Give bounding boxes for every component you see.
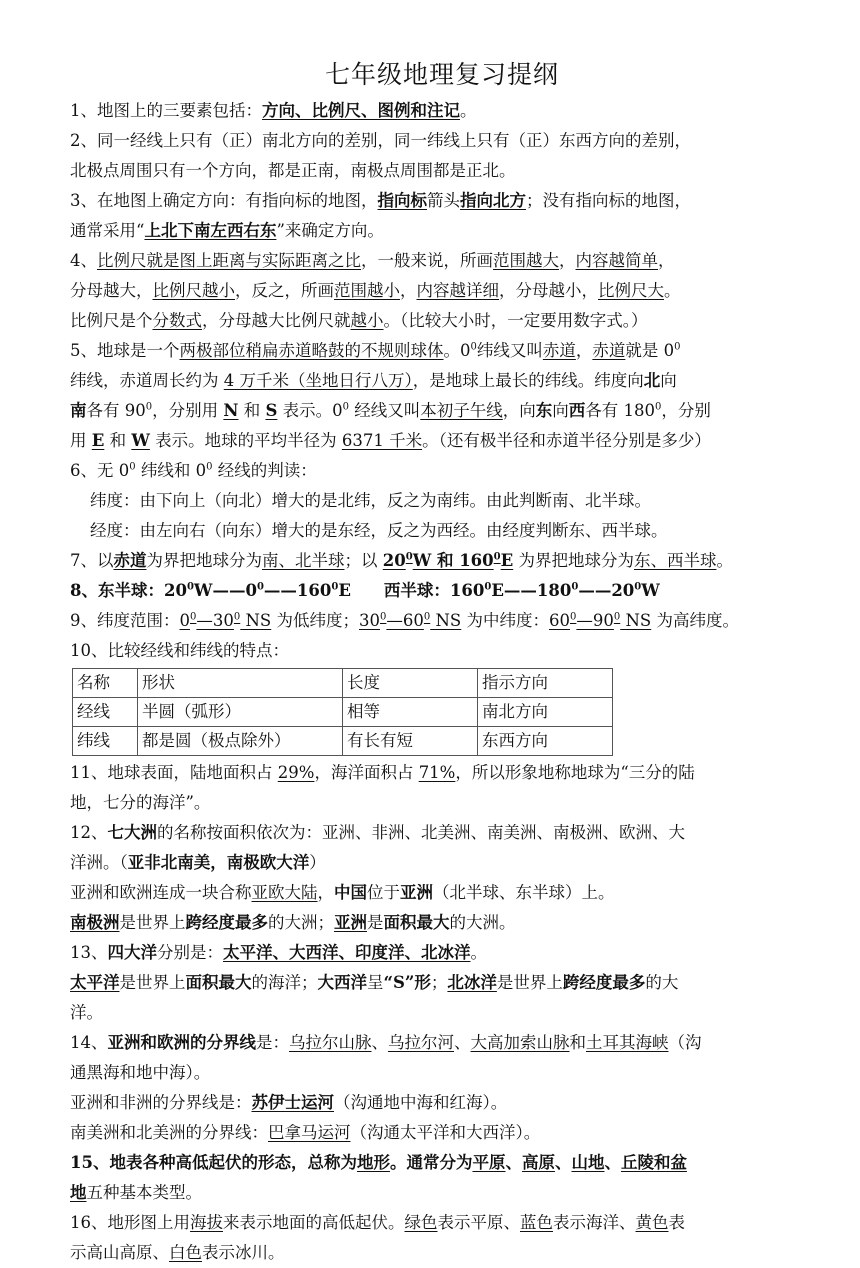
text-segment: ； (430, 973, 448, 992)
text-segment: 0 (179, 611, 190, 630)
text-segment: 5、地球是一个 (70, 341, 180, 360)
superscript-text: 0 (405, 551, 413, 563)
text-segment: 亚洲和欧洲连成一块合称 (70, 883, 252, 902)
text-segment: 、 (371, 1033, 388, 1052)
text-segment: ， (575, 341, 593, 360)
text-segment: 太平洋 (70, 973, 120, 992)
text-segment: 位于 (367, 883, 400, 902)
text-segment: 的海洋； (251, 973, 318, 992)
table-cell: 纬线 (73, 727, 138, 756)
text-segment: 纬线又叫 (476, 341, 543, 360)
text-segment: 71% (418, 763, 456, 782)
text-segment: 表示冰川。 (202, 1243, 285, 1262)
text-segment: 6371 千米 (341, 431, 423, 450)
text-segment: 。 (460, 101, 477, 120)
text-segment: 和 (104, 431, 132, 450)
text-segment: 4 万千米（坐地日行八万） (223, 371, 413, 390)
text-line (70, 126, 814, 156)
text-segment: 越小 (350, 311, 384, 330)
text-segment: 亚非北南美，南极欧大洋 (127, 853, 310, 872)
text-segment: 是世界上 (119, 973, 186, 992)
text-segment: 分别是： (157, 943, 223, 962)
text-segment: ，分母越大比例尺就 (202, 311, 351, 330)
text-segment: E——180 (491, 581, 572, 600)
text-segment: ——160 (263, 581, 332, 600)
text-segment: ） (309, 853, 326, 872)
text-segment: （沟 (668, 1033, 702, 1052)
superscript-text: 0 (423, 611, 431, 623)
text-line (70, 1238, 814, 1268)
text-segment: 分数式 (152, 311, 202, 330)
document-title: 七年级地理复习提纲 (324, 60, 559, 89)
text-segment: 经度：由左向右（向东）增大的是东经，反之为西经。由经度判断东、西半球。 (90, 521, 668, 540)
text-line (70, 396, 814, 426)
text-segment: 2、同一经线上只有（正）南北方向的差别，同一纬线上只有（正）东西方向的差别， (70, 131, 691, 150)
text-line (70, 1088, 814, 1118)
table-cell: 经线 (73, 698, 138, 727)
text-segment: ”来确定方向。 (276, 221, 384, 240)
superscript-text: 0 (380, 611, 387, 623)
text-segment: 赤道 (113, 551, 147, 570)
text-segment: W (641, 581, 660, 600)
text-segment: 20 (382, 551, 406, 570)
text-segment: 范围越小 (334, 281, 400, 300)
text-segment: 表示。地球的平均半径为 (149, 431, 342, 450)
text-segment: W 和 160 (412, 551, 494, 570)
table-cell: 半圆（弧形） (138, 698, 343, 727)
outline-section-11-16 (70, 758, 814, 1268)
text-segment: 。 (664, 281, 681, 300)
text-segment: 的大洲； (268, 913, 334, 932)
text-segment: NS (240, 611, 272, 630)
text-segment: 经线的判读： (212, 461, 317, 480)
text-segment: ， (317, 883, 334, 902)
text-segment: 15、地表各种高低起伏的形态，总称为 (70, 1153, 357, 1172)
text-line (70, 758, 814, 788)
text-segment: 11、地球表面，陆地面积占 (70, 763, 278, 782)
text-segment: 纬线和 0 (135, 461, 207, 480)
text-segment: 两极部位稍扁赤道略鼓的不规则球体 (179, 341, 444, 360)
text-segment: 平原 (472, 1153, 506, 1172)
text-segment: 、 (604, 1153, 621, 1172)
text-line (70, 276, 814, 306)
superscript-text: 0 (571, 581, 579, 593)
text-segment: 6、无 0 (70, 461, 130, 480)
text-segment: 绿色 (404, 1213, 438, 1232)
text-line (70, 456, 814, 486)
text-segment: 西 (568, 401, 586, 420)
text-segment: 为界把地球分为 (513, 551, 634, 570)
text-segment: 南 (70, 401, 87, 420)
text-segment: 白色 (169, 1243, 202, 1262)
text-segment: （沟通地中海和红海）。 (334, 1093, 508, 1112)
text-segment: 。（比较大小时，一定要用数字式。） (383, 311, 648, 330)
text-segment: 蓝色 (520, 1213, 553, 1232)
superscript-text: 0 (613, 611, 621, 623)
text-segment: （沟通太平洋和大西洋）。 (350, 1123, 541, 1142)
text-segment: 分母越大， (70, 281, 153, 300)
text-line (70, 968, 814, 998)
text-segment: 跨经度最多 (185, 913, 268, 932)
table-cell: 东西方向 (478, 727, 613, 756)
text-segment: ， (658, 251, 675, 270)
text-line (70, 246, 814, 276)
superscript-text: 0 (206, 461, 213, 473)
superscript-text: 0 (129, 461, 136, 473)
text-segment: 土耳其海峡 (586, 1033, 669, 1052)
text-segment: 表示。0 (277, 401, 343, 420)
text-segment: 箭头 (427, 191, 460, 210)
text-segment: 13、 (70, 943, 108, 962)
text-segment: 表示平原、 (437, 1213, 520, 1232)
text-line (70, 878, 814, 908)
text-segment: 纬线，赤道周长约为 (70, 371, 224, 390)
text-line (70, 186, 814, 216)
text-line (70, 788, 814, 818)
text-segment: ， (559, 251, 576, 270)
text-segment: —90 (576, 611, 614, 630)
text-segment: ；以 (344, 551, 383, 570)
superscript-text: 0 (674, 341, 681, 353)
text-segment: ，反之，所画 (235, 281, 334, 300)
text-segment: 比例尺就是图上距离与实际距离之比 (97, 251, 361, 270)
text-segment: ，分别 (661, 401, 711, 420)
text-line (70, 1178, 814, 1208)
text-segment: E (500, 551, 514, 570)
text-segment: 。 (470, 943, 487, 962)
text-segment: ，一般来说，所画 (361, 251, 493, 270)
text-segment: 、 (505, 1153, 522, 1172)
text-segment: 7、以 (70, 551, 114, 570)
text-segment: —60 (386, 611, 424, 630)
text-segment: 29% (277, 763, 315, 782)
text-segment: —30 (196, 611, 234, 630)
text-segment: 和 (569, 1033, 586, 1052)
text-segment: 巴拿马运河 (268, 1123, 351, 1142)
text-segment: 10、比较经线和纬线的特点： (70, 641, 289, 660)
text-segment: 大高加索山脉 (470, 1033, 570, 1052)
text-segment: ，海洋面积占 (314, 763, 419, 782)
text-segment: 是： (256, 1033, 289, 1052)
meridian-parallel-comparison-table (72, 668, 613, 756)
text-segment: 比例尺是个 (70, 311, 153, 330)
text-segment: 比例尺大 (598, 281, 664, 300)
table-row (73, 698, 613, 727)
text-line (70, 366, 814, 396)
text-segment: 指向北方 (460, 191, 526, 210)
text-segment: 面积最大 (185, 973, 252, 992)
table-row (73, 727, 613, 756)
text-segment: 亚欧大陆 (251, 883, 318, 902)
text-segment: N (223, 401, 239, 420)
text-line (70, 1118, 814, 1148)
text-segment: ；没有指向标的地图， (526, 191, 691, 210)
table-header-cell: 形状 (138, 669, 343, 698)
text-line (70, 336, 814, 366)
text-segment: 来表示地面的高低起伏。 (223, 1213, 405, 1232)
text-segment: 东 (535, 401, 553, 420)
text-segment: 就是 0 (625, 341, 675, 360)
text-line (70, 516, 814, 546)
text-segment: 是 (367, 913, 384, 932)
text-segment: 各有 180 (585, 401, 656, 420)
text-line (70, 576, 814, 606)
text-segment: 内容越简单 (575, 251, 658, 270)
text-line (70, 818, 814, 848)
text-line (70, 636, 814, 666)
text-segment: 亚洲 (334, 913, 367, 932)
text-segment: 为高纬度。 (651, 611, 739, 630)
text-segment: 9、纬度范围： (70, 611, 180, 630)
text-segment: 跨经度最多 (562, 973, 646, 992)
text-segment: 中国 (334, 883, 367, 902)
text-segment: 。通常分为 (389, 1153, 473, 1172)
table-cell: 相等 (343, 698, 478, 727)
text-segment: 通黑海和地中海）。 (70, 1063, 211, 1082)
text-segment: 洋。 (70, 1003, 103, 1022)
text-segment: 8、东半球：20 (70, 581, 187, 600)
text-segment: 各有 90 (86, 401, 146, 420)
superscript-text: 0 (634, 581, 642, 593)
text-segment: 3、在地图上确定方向：有指向标的地图， (70, 191, 378, 210)
text-segment: 向 (660, 371, 677, 390)
superscript-text: 0 (145, 401, 153, 413)
text-segment: 赤道 (592, 341, 626, 360)
text-segment: 和 (238, 401, 266, 420)
text-line (70, 1148, 814, 1178)
text-segment: 表示海洋、 (553, 1213, 636, 1232)
text-segment: 14、 (70, 1033, 108, 1052)
text-segment: 的大 (645, 973, 679, 992)
text-segment: 、 (554, 1153, 572, 1172)
superscript-text: 0 (331, 581, 339, 593)
text-segment: 山地 (571, 1153, 605, 1172)
text-line (70, 1028, 814, 1058)
text-segment: 北极点周围只有一个方向，都是正南，南极点周围都是正北。 (70, 161, 516, 180)
text-segment: 苏伊士运河 (251, 1093, 334, 1112)
text-line (70, 848, 814, 878)
text-segment: 南极洲 (70, 913, 120, 932)
text-segment: 是世界上 (496, 973, 563, 992)
text-segment: W (131, 431, 150, 450)
superscript-text: 0 (484, 581, 492, 593)
text-segment: 16、地形图上用 (70, 1213, 190, 1232)
text-segment: 海拔 (190, 1213, 223, 1232)
text-segment: （北半球、东半球）上。 (433, 883, 615, 902)
text-segment: 面积最大 (383, 913, 450, 932)
table-header-cell: 长度 (343, 669, 478, 698)
text-segment: ——20 (578, 581, 635, 600)
text-segment: 30 (359, 611, 380, 630)
text-segment: NS (620, 611, 652, 630)
text-segment: 、 (454, 1033, 471, 1052)
text-segment: 纬度：由下向上（向北）增大的是北纬，反之为南纬。由此判断南、北半球。 (90, 491, 651, 510)
superscript-text: 0 (342, 401, 350, 413)
text-segment: 经线又叫 (349, 401, 421, 420)
text-segment: 地 (70, 1183, 87, 1202)
text-segment: 是世界上 (119, 913, 186, 932)
text-segment: 南、北半球 (262, 551, 345, 570)
text-segment: 为低纬度； (271, 611, 359, 630)
text-line (70, 216, 814, 246)
text-segment: 范围越大 (493, 251, 559, 270)
text-segment: 地形 (356, 1153, 390, 1172)
text-segment: 丘陵和盆 (620, 1153, 687, 1172)
text-segment: E 西半球：160 (338, 581, 485, 600)
text-segment: 黄色 (635, 1213, 669, 1232)
superscript-text: 0 (190, 611, 197, 623)
text-segment: ， (400, 281, 417, 300)
text-segment: 表 (668, 1213, 685, 1232)
superscript-text: 0 (256, 581, 264, 593)
text-segment: 七大洲 (107, 823, 157, 842)
text-line (70, 1208, 814, 1238)
text-segment: 为中纬度： (461, 611, 549, 630)
text-segment: 乌拉尔河 (388, 1033, 454, 1052)
text-segment: “S”形 (383, 973, 431, 992)
text-segment: 上北下南左西右东 (144, 221, 277, 240)
text-segment: 本初子午线 (420, 401, 503, 420)
text-segment: 比例尺越小 (152, 281, 235, 300)
text-segment: 1、地图上的三要素包括： (70, 101, 262, 120)
text-segment: 用 (70, 431, 92, 450)
text-segment: W——0 (193, 581, 257, 600)
text-segment: 为界把地球分为 (146, 551, 262, 570)
text-segment: 的大洲。 (449, 913, 516, 932)
text-line (70, 426, 814, 456)
text-segment: 太平洋、大西洋、印度洋、北冰洋 (223, 943, 471, 962)
text-segment: 示高山高原、 (70, 1243, 169, 1262)
table-header-cell: 指示方向 (478, 669, 613, 698)
text-segment: 亚洲 (400, 883, 433, 902)
text-line (70, 156, 814, 186)
text-segment: ，分别用 (152, 401, 224, 420)
text-line (70, 546, 814, 576)
superscript-text: 0 (233, 611, 241, 623)
text-segment: 60 (549, 611, 570, 630)
text-line (70, 486, 814, 516)
text-line (70, 1058, 814, 1088)
text-segment: E (91, 431, 105, 450)
text-segment: 北冰洋 (447, 973, 497, 992)
text-line (70, 908, 814, 938)
superscript-text: 0 (493, 551, 501, 563)
table-cell: 南北方向 (478, 698, 613, 727)
text-line (70, 998, 814, 1028)
text-segment: 通常采用“ (70, 221, 145, 240)
table-cell: 有长有短 (343, 727, 478, 756)
text-segment: 五种基本类型。 (86, 1183, 202, 1202)
text-segment: 。0 (443, 341, 471, 360)
text-segment: 南美洲和北美洲的分界线： (70, 1123, 268, 1142)
text-line (70, 606, 814, 636)
table-header-row (73, 669, 613, 698)
superscript-text: 0 (470, 341, 477, 353)
text-segment: 大西洋 (317, 973, 367, 992)
text-segment: 。 (716, 551, 733, 570)
text-segment: 高原 (521, 1153, 555, 1172)
text-segment: 北 (643, 371, 661, 390)
text-segment: 呈 (367, 973, 384, 992)
text-segment: 亚洲和非洲的分界线是： (70, 1093, 252, 1112)
text-segment: 四大洋 (107, 943, 157, 962)
text-segment: 。（还有极半径和赤道半径分别是多少） (422, 431, 711, 450)
text-segment: ，是地球上最长的纬线。纬度向 (412, 371, 644, 390)
text-segment: 乌拉尔山脉 (289, 1033, 372, 1052)
text-segment: 赤道 (542, 341, 576, 360)
text-segment: 东、西半球 (633, 551, 717, 570)
text-segment: 内容越详细 (416, 281, 499, 300)
text-segment: NS (430, 611, 462, 630)
text-segment: S (265, 401, 278, 420)
table-header-cell: 名称 (73, 669, 138, 698)
text-segment: 方向、比例尺、图例和注记 (262, 101, 460, 120)
text-segment: 的名称按面积依次为：亚洲、非洲、北美洲、南美洲、南极洲、欧洲、大 (157, 823, 685, 842)
text-segment: 指向标 (377, 191, 427, 210)
text-segment: ，分母越小， (499, 281, 598, 300)
text-segment: 洋洲。（ (70, 853, 128, 872)
text-segment: ，向 (502, 401, 536, 420)
outline-section-1-10 (70, 96, 814, 666)
text-line (70, 96, 814, 126)
text-segment: 4、 (70, 251, 97, 270)
text-segment: 12、 (70, 823, 108, 842)
superscript-text: 0 (186, 581, 194, 593)
superscript-text: 0 (655, 401, 662, 413)
superscript-text: 0 (570, 611, 577, 623)
text-segment: 亚洲和欧洲的分界线 (107, 1033, 256, 1052)
text-line (70, 306, 814, 336)
table-cell: 都是圆（极点除外） (138, 727, 343, 756)
text-segment: 地，七分的海洋”。 (70, 793, 211, 812)
text-line (70, 938, 814, 968)
text-segment: ，所以形象地称地球为“三分的陆 (455, 763, 695, 782)
text-segment: 向 (552, 401, 569, 420)
